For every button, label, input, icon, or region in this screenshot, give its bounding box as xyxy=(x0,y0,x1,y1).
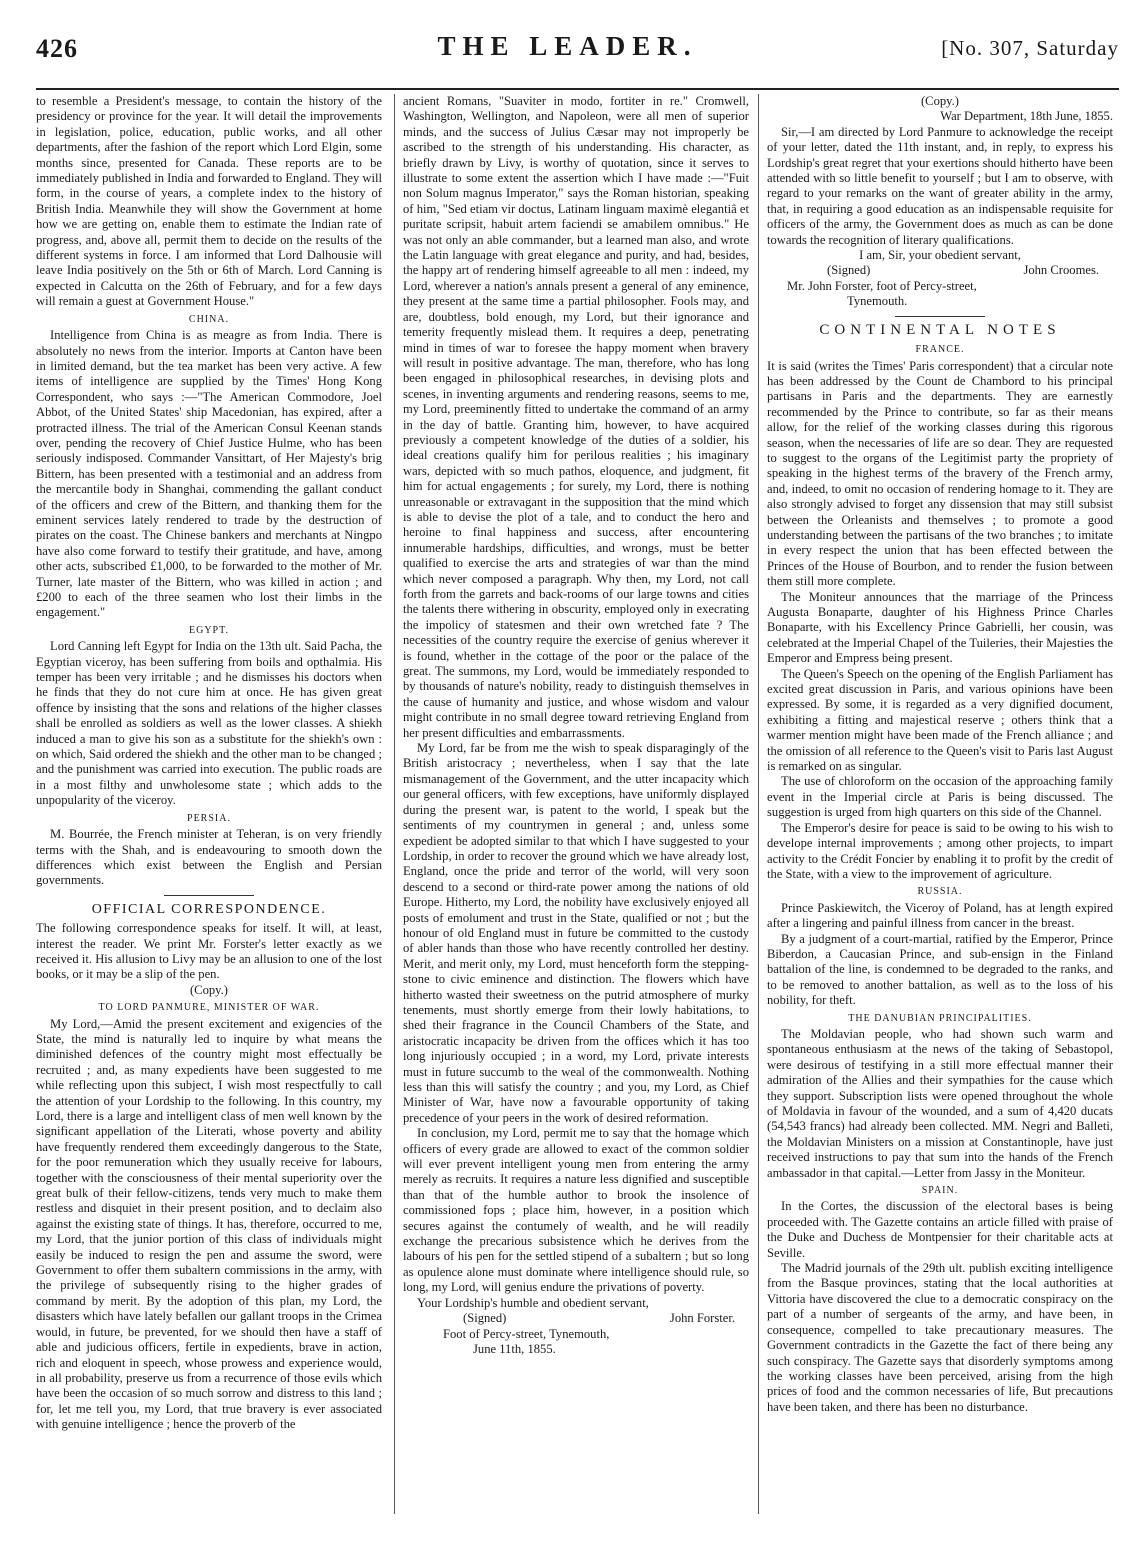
column-divider xyxy=(758,94,759,1514)
letter-addressee: TO LORD PANMURE, MINISTER OF WAR. xyxy=(98,1002,320,1014)
continental-notes-heading: CONTINENTAL NOTES xyxy=(819,321,1061,338)
section-heading-russia: RUSSIA. xyxy=(917,886,963,898)
letter-signature xyxy=(403,1311,749,1326)
letter-address: Foot of Percy-street, Tynemouth, xyxy=(443,1326,610,1341)
france-article: The Moniteur announces that the marriage of the Princess Augusta Bonaparte, daughter of his Highness Prince Charles Bonaparte, with his Excellency Prince Gabrielli, her cousin, was celebrated at the Imperial Chapel of the Tuileries, their Majesties the Emperor and Empress being present. xyxy=(767,589,1113,666)
reply-closing: I am, Sir, your obedient servant, xyxy=(859,248,1021,263)
column-3 xyxy=(767,94,1113,1415)
france-article: It is said (writes the Times' Paris correspondent) that a circular note has been addressed by the Count de Chambord to his principal partisans in Paris and the departments. They are earnestly recommended by the Prince to contribute, so far as their means allow, for the relief of the working classes during this rigorous season, when the necessaries of life are so dear. They are requested to suggest to the organs of the Legitimist party the propriety of speaking in the highest terms of the bravery of the French army, and, indeed, to omit no occasion of rendering homage to it. They are also strongly advised to forget any dissension that may still subsist between the Orleanists and themselves ; to promote a good understanding between the partisans of the two branches ; to imitate in every respect the union that has been effected between the Princes of the House of Bourbon, and to render the fusion between them still more complete. xyxy=(767,358,1113,589)
letter-closing: Your Lordship's humble and obedient servant, xyxy=(417,1295,649,1310)
section-heading-china: CHINA. xyxy=(188,313,230,325)
forster-letter: My Lord,—Amid the present excitement and exigencies of the State, the mind is naturally led to inquire by what means the diminished defences of the country might most effectually be recruited ; and, as many expedients have been suggested to me while reflecting upon this subject, I wish most respectfully to call the attention of your Lordship to the following. In this country, my Lord, there is a large and intelligent class of men well known by the significant appellation of the Literati, whose poverty and ability have frequently rendered them exceedingly dangerous to the State, for the poor remuneration which they usually receive for labours, together with the consciousness of their mental superiority over the great bulk of their fellow-citizens, tends very much to make them restless and disquiet in their present position, and to declaim also against the existing state of things. It has, therefore, occurred to me, my Lord, that the junior portion of this class of individuals might easily be induced to resign the pen and assume the sword, were Government to offer them subaltern commissions in the army, with the privilege of subsequently rising to the higher grades of command by merit. By the adoption of this plan, my Lord, the disasters which have lately befallen our gallant troops in the Crimea would, in future, be prevented, for we should then have a staff of able and judicious officers, fertile in expedients, brave in action, rich and eloquent in speech, whose prowess and experience would, in all probability, preserve us from a recurrence of those evils which have been the occasion of so much sorrow and distress to this land ; for, let me tell you, my Lord, that true bravery is ever associated with genuine intelligence ; hence the proverb of the xyxy=(36,1016,382,1432)
copy-label: (Copy.) xyxy=(920,94,959,108)
reply-addressee: Mr. John Forster, foot of Percy-street, xyxy=(787,278,977,293)
egypt-article: Lord Canning left Egypt for India on the 13th ult. Said Pacha, the Egyptian viceroy, has been suffering from boils and opthalmia. His temper has been very irritable ; and he dismisses his doctors when he finds that they do not cure him at once. He has given great offence by insisting that the sons and relations of the higher classes shall be enrolled as soldiers as well as the lower classes. A shiekh induced a man to give his son as a substitute for the shiekh's own : on which, Said ordered the shiekh and the other man to be changed ; and the punishment was carried into execution. The public roads are in a most filthy and unwholesome state ; which adds to the unpopularity of the viceroy. xyxy=(36,639,382,808)
war-department-reply: Sir,—I am directed by Lord Panmure to acknowledge the receipt of your letter, dated the 11th instant, and, in reply, to express his Lordship's great regret that your exertions should hitherto have been attended with so little benefit to yourself ; but I am to observe, with regard to your remarks on the want of greater ability in the army, that, in requiring a good education as an indispensable requisite for officers of the army, the Government does as much as can be done towards the recognition of literary qualifications. xyxy=(767,124,1113,247)
section-rule xyxy=(895,316,985,317)
india-continued: to resemble a President's message, to contain the history of the presidency or province for the year. It will detail the improvements in legislation, police, education, public works, and all other departments, after the fashion of the report which Lord Elgin, some months since, presented for Canada. These reports are to be immediately published in India and forwarded to England. They will form, in the course of years, a complete index to the history of British India. Meanwhile they will show the Government at home how we are getting on, enable them to estimate the Indian rate of progress, and, above all, permit them to decide on the results of the different systems in force. I am informed that Lord Dalhousie will leave India positively on the 5th or 6th of March. Lord Canning is expected in Calcutta on the 26th of February, and for a few days will remain a guest at Government House." xyxy=(36,94,383,309)
forster-letter-paragraph: My Lord, far be from me the wish to speak disparagingly of the British aristocracy ; nevertheless, when I say that the late mismanagement of the Government, and the utter incapacity which our general officers, with few exceptions, have uniformly displayed during the present war, is patent to the world, I speak but the sentiments of my countrymen in general ; and, unless some expedient be adopted similar to that which I have suggested to your Lordship, in order to recover the ground which we have already lost, England, once the pride and terror of the world, will very soon descend to a second or third-rate power among the nations of old Europe. Hitherto, my Lord, the nobility have exclusively enjoyed all posts of emolument and trust in the State, qualified or not ; but the honour of old England must in future be committed to the custody of abler hands than those who have recently controlled her destiny. Merit, and merit only, my Lord, must henceforth form the stepping-stone to civic eminence and distinction. The flowers which have hitherto wasted their sweetness on the putrid atmosphere of murky tenements, must shortly emerge from their lowly habitations, to shed their fragrance in the Council Chambers of the State, and aristocratic incapacity be driven from the offices which it has too long injuriously occupied ; in a word, my Lord, private interests must in future succumb to the weal of the commonwealth. Nothing less than this will satisfy the country ; and you, my Lord, as Chief Minister of War, have now a favourable opportunity of taking precedence of your peers in the work of desired reformation. xyxy=(403,741,749,1125)
reply-dateline: War Department, 18th June, 1855. xyxy=(940,109,1113,124)
masthead-rule xyxy=(36,88,1119,90)
section-heading-egypt: EGYPT. xyxy=(189,624,229,636)
signed-label: (Signed) xyxy=(827,263,871,278)
issue-label: [No. 307, Saturday xyxy=(941,36,1119,60)
official-intro: The following correspondence speaks for itself. It will, at least, interest the reader. We print Mr. Forster's letter exactly as we received it. His allusion to Livy may be an allusion to one of the lost books, or it may be a slip of the pen. xyxy=(36,921,382,982)
reply-signature xyxy=(767,263,1113,278)
china-article: Intelligence from China is as meagre as from India. There is absolutely no news from the interior. Imports at Canton have been in limited demand, but the tea market has been very active. A few items of intelligence are supplied by the Times' Hong Kong Correspondent, who says :—"The American Commodore, Joel Abbot, of the United States' ship Macedonian, has expired, after a protracted illness. The trial of the American Consul Keenan stands over, pending the recovery of Chief Justice Hulme, who has been seriously indisposed. Commander Vansittart, of Her Majesty's brig Bittern, has been presented with a testimonial and an address from the mercantile body in Shanghai, commending the gallant conduct of the officers and crew of the Bittern, and thanking them for the eminent services lately rendered to trade by the destruction of pirates on the coast. The Chinese bankers and merchants at Ningpo have also come forward to testify their gratitude, and have, among other acts, subscribed £1,000, to be forwarded to the mother of Mr. Turner, late master of the Bittern, who was killed in action ; and £200 to each of the three seamen who lost their limbs in the engagement." xyxy=(36,328,382,620)
spain-article: The Madrid journals of the 29th ult. publish exciting intelligence from the Basque provinces, stating that the local authorities at Vittoria have discovered the clue to a democratic conspiracy on the part of a number of sergeants of the army, and have been, in consequence, compelled to take precautionary measures. The Government contradicts in the Gazette the fact of there being any such conspiracy. The Gazette says that disorderly symptoms among the working classes have been perceived, arising from the high prices of food and the common necessaries of life, But precautions have been taken, and there has been no disturbance. xyxy=(767,1261,1113,1414)
section-heading-danubian: THE DANUBIAN PRINCIPALITIES. xyxy=(848,1012,1032,1024)
newspaper-title: THE LEADER. xyxy=(437,31,698,61)
russia-article: By a judgment of a court-martial, ratified by the Emperor, Prince Biberdon, a Caucasian Prince, and sub-ensign in the Finland battalion of the line, is condemned to be degraded to the ranks, and to be removed to another battalion, as well as to the loss of his nobility, for theft. xyxy=(767,931,1113,1008)
reply-addressee-town: Tynemouth. xyxy=(847,294,908,309)
russia-article: Prince Paskiewitch, the Viceroy of Poland, has at length expired after a lingering and painful illness from cancer in the breast. xyxy=(767,900,1113,931)
section-rule xyxy=(164,895,254,896)
letter-date: June 11th, 1855. xyxy=(473,1341,556,1356)
forster-letter-continued: ancient Romans, "Suaviter in modo, fortiter in re." Cromwell, Washington, Wellington, and Napoleon, were all men of superior minds, and the success of Julius Cæsar may not improperly be ascribed to the strength of his understanding. His character, as briefly drawn by Livy, is worthy of quotation, since it serves to illustrate to some extent the assertion which I have made :—"Fuit non Solum magnus Imperator," says the Roman historian, speaking of him, "Sed etiam vir doctus, Latinam linguam maximè elegantiâ et puritate scripsit, habuit artem faciendi se amabilem omnibus." He was not only an able commander, but a learned man also, and wrote the Latin language with great elegance and purity, and had, besides, the happy art of rendering himself agreeable to all men : indeed, my Lord, wherever a nation's annals present a general of any eminence, they present at the same time a partial philosopher. Fools may, and are, doubtless, bold enough, my Lord, but their ignorance and temerity frequently mislead them. It requires a deep, penetrating mind in times of war to foresee the happy moment when bravery will result in positive advantage. The man, therefore, who has long been engaged in philosophical researches, in devising plots and scenes, in inventing arguments and rendering reasons, seems to me, my Lord, preeminently fitted to undertake the command of an army in the day of battle. Granting him, however, to have acquired previously a competent knowledge of the duties of a soldier, his ideal creations qualify him for perilous realities ; his imaginary wars, depicted with so much pathos, eloquence, and judgment, fit him for actual engagements ; for surely, my Lord, there is nothing unreasonable or extravagant in the supposition that the mind which is able to devise the plot of a tale, and to conduct the hero and heroine to final happiness and success, after encountering innumerable hardships, difficulties, and wrongs, must be better qualified to exercise the arts and strategies of war than the mind which never composed a paragraph. Why then, my Lord, not call forth from the garrets and back-rooms of our large towns and cities the talents there withering in obscurity, employed only in execrating the impolicy of statesmen and their own wretched fate ? The necessities of the country require the exercise of genius wherever it is found, whether in the cottage of the poor or the palace of the great. The summons, my Lord, would be immediately responded to by thousands of nature's nobility, ready to distinguish themselves in the cause of humanity and justice, and whose wisdom and valour might contribute in no small degree toward retrieving England from her present difficulties and embarrassments. xyxy=(403,94,749,740)
column-divider xyxy=(394,94,395,1514)
copy-label: (Copy.) xyxy=(189,982,228,997)
column-1 xyxy=(36,94,382,1433)
section-heading-persia: PERSIA. xyxy=(187,812,231,824)
signed-label: (Signed) xyxy=(463,1311,507,1326)
france-article: The Queen's Speech on the opening of the English Parliament has excited great discussion in Paris, and various opinions have been expressed. By some, it is regarded as a very dignified document, exhibiting a fitting and majestical reserve ; others think that a warmer mention might have been made of the French alliance ; and the omission of all reference to the Queen's visit to Paris last August is remarked on as singular. xyxy=(767,666,1113,774)
france-article: The use of chloroform on the occasion of the approaching family event in the Imperial circle at Paris is being discussed. The suggestion is urged from high quarters on this side of the Channel. xyxy=(767,774,1113,820)
masthead xyxy=(10,0,1125,90)
signer-name: John Forster. xyxy=(669,1311,735,1326)
column-2 xyxy=(403,94,749,1357)
france-article: The Emperor's desire for peace is said to be owing to his wish to develope internal improvements ; among other projects, to impart activity to the Crédit Foncier by enabling it to profit by the credit of the State, with a view to the improvement of agriculture. xyxy=(767,820,1113,881)
official-correspondence-heading: OFFICIAL CORRESPONDENCE. xyxy=(91,901,327,917)
section-heading-spain: SPAIN. xyxy=(921,1185,959,1197)
section-heading-france: FRANCE. xyxy=(915,344,965,356)
spain-article: In the Cortes, the discussion of the electoral bases is being proceeded with. The Gazette contains an article filled with praise of the Duke and Duchess de Montpensier for their charitable acts at Seville. xyxy=(767,1199,1113,1260)
danubian-article: The Moldavian people, who had shown such warm and spontaneous enthusiasm at the news of the taking of Sebastopol, were desirous of testifying in a still more effectual manner their admiration of the Allies and their sympathies for the cause which they support. Subscription lists were opened throughout the whole of Moldavia in favour of the wounded, and a sum of 4,420 ducats (54,543 francs) had already been collected. MM. Negri and Balleti, the Moldavian Ministers on a mission at Constantinople, have just received instructions to pay that sum into the hands of the French ambassador in that capital.—Letter from Jassy in the Moniteur. xyxy=(767,1026,1113,1180)
page-number: 426 xyxy=(36,34,78,63)
persia-article: M. Bourrée, the French minister at Teheran, is on very friendly terms with the Shah, and is endeavouring to smooth down the differences which exist between the English and Persian governments. xyxy=(36,827,382,888)
forster-letter-conclusion: In conclusion, my Lord, permit me to say that the homage which officers of every grade are allowed to exact of the common soldier will ever prevent intelligent young men from entering the army merely as recruits. It requires a nature less dignified and susceptible than that of the humble author to brook the insolence of commissioned fops ; place him, however, in a position which secures against the contumely of wealth, and he will readily exchange the precarious subsistence which he derives from the labours of his pen for the settled stipend of a subaltern ; but so long as opulence alone must dominate where intelligence should rule, so long, my Lord, will genius endure the privations of poverty. xyxy=(403,1126,749,1295)
signer-name: John Croomes. xyxy=(1023,263,1099,278)
